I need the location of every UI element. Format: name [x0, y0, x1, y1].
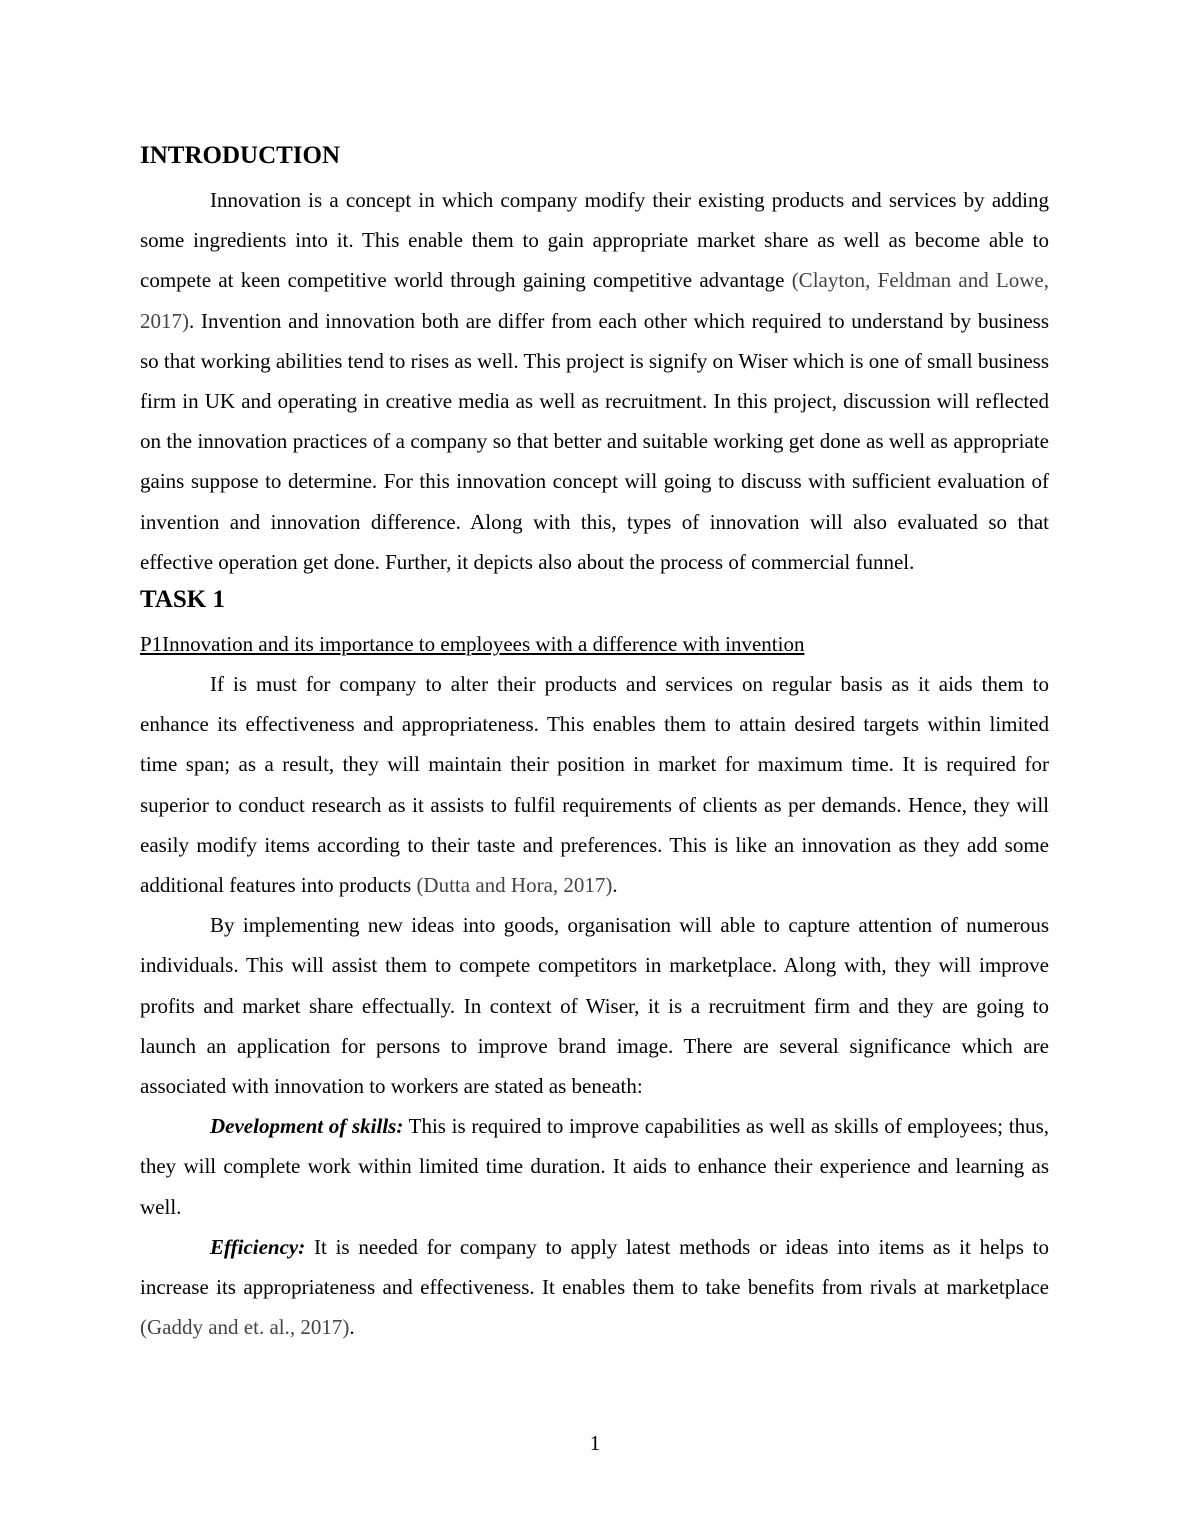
introduction-paragraph [140, 180, 1049, 582]
citation-dutta: (Dutta and Hora, 2017) [416, 873, 613, 898]
page-number: 1 [589, 1431, 601, 1455]
citation-clayton: (Clayton, Feldman and Lowe, 2017) [140, 268, 1049, 333]
introduction-text: Innovation is a concept in which company modify their existing products and services by adding some ingredients into it. This enable them to gain appropriate market share as well as become able to compete at keen competitive world through gaining competitive advantage [140, 188, 1049, 293]
introduction-heading: INTRODUCTION [140, 142, 341, 169]
p1-subheading: P1Innovation and its importance to employees with a difference with invention [140, 632, 805, 657]
task1-heading: TASK 1 [140, 586, 225, 614]
efficiency-term: Efficiency: [210, 1234, 306, 1259]
citation-gaddy: (Gaddy and et. al., 2017) [140, 1315, 350, 1340]
skills-text: This is required to improve capabilities as well as skills of employees; thus, they will complete work within limited time duration. It aids to enhance their experience and learning as well. [140, 1114, 1050, 1219]
efficiency-text: It is needed for company to apply latest methods or ideas into items as it helps to increase its appropriateness and effectiveness. It enables them to take benefits from rivals at marketplace [140, 1234, 1049, 1300]
efficiency-paragraph [140, 1227, 1049, 1348]
document-page [140, 138, 1049, 1347]
task1-paragraph-1-text: If is must for company to alter their products and services on regular basis as it aids them to enhance its effectiveness and appropriateness. This enables them to attain desired targets within limited time span; as a result, they will maintain their position in market for maximum time. It is required for superior to conduct research as it assists to fulfil requirements of clients as per demands. Hence, they will easily modify items according to their taste and preferences. This is like an innovation as they add some additional features into products [140, 672, 1049, 898]
introduction-text-continued: . Invention and innovation both are differ from each other which required to understand by business so that working abilities tend to rises as well. This project is signify on Wiser which is one of small business firm in UK and operating in creative media as well as recruitment. In this project, discussion will reflected on the innovation practices of a company so that better and suitable working get done as well as appropriate gains suppose to determine. For this innovation concept will going to discuss with sufficient evaluation of invention and innovation difference. Along with this, types of innovation will also evaluated so that effective operation get done. Further, it depicts also about the process of commercial funnel. [140, 308, 1049, 574]
skills-term: Development of skills: [210, 1114, 404, 1139]
efficiency-text-end: . [349, 1315, 355, 1340]
skills-paragraph [140, 1106, 1049, 1227]
task1-paragraph-1-end: . [612, 873, 618, 898]
task1-paragraph-1 [140, 664, 1049, 905]
task1-paragraph-2: By implementing new ideas into goods, organisation will able to capture attention of numerous individuals. This will assist them to compete competitors in marketplace. Along with, they will improve profits and market share effectually. In context of Wiser, it is a recruitment firm and they are going to launch an application for persons to improve brand image. There are several significance which are associated with innovation to workers are stated as beneath: [140, 913, 1049, 1099]
